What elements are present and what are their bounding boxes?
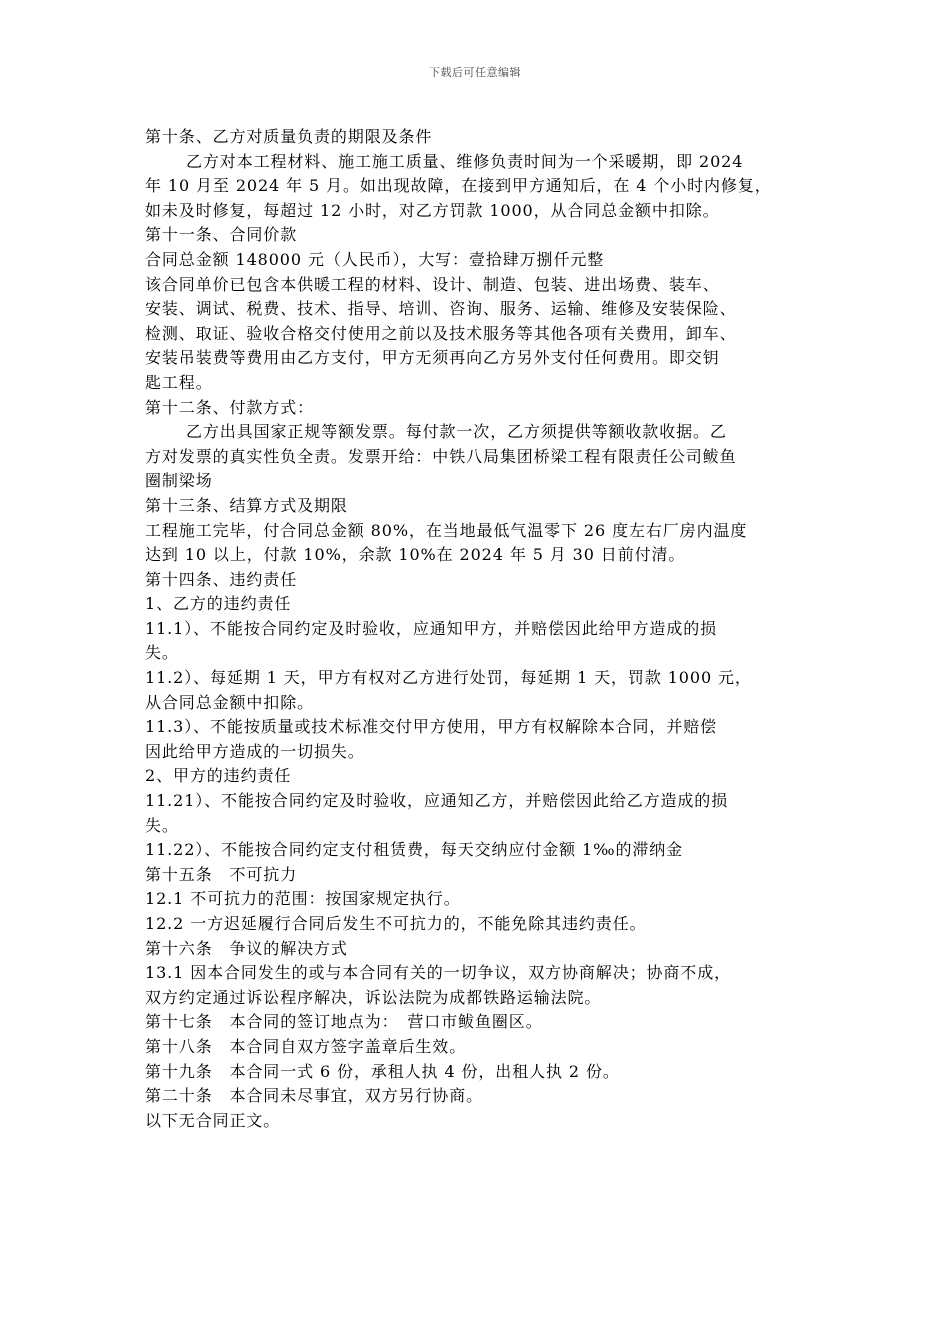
text-line: 安装、调试、税费、技术、指导、培训、咨询、服务、运输、维修及安装保险、 xyxy=(145,299,737,319)
text-line: 工程施工完毕，付合同总金额 80%，在当地最低气温零下 26 度左右厂房内温度 xyxy=(145,520,748,540)
text-line: 第十二条、付款方式： xyxy=(145,397,315,417)
text-line: 11.22）、不能按合同约定支付租赁费，每天交纳应付金额 1‰的滞纳金 xyxy=(145,840,684,860)
text-line: 检测、取证、验收合格交付使用之前以及技术服务等其他各项有关费用，卸车、 xyxy=(145,323,737,343)
text-line: 11.1）、不能按合同约定及时验收，应通知甲方，并赔偿因此给甲方造成的损 xyxy=(145,618,718,638)
text-line: 第十九条 本合同一式 6 份，承租人执 4 份，出租人执 2 份。 xyxy=(145,1061,620,1081)
text-line: 第二十条 本合同未尽事宜，双方另行协商。 xyxy=(145,1086,484,1106)
text-line: 13.1 因本合同发生的或与本合同有关的一切争议，双方协商解决；协商不成， xyxy=(145,963,732,983)
text-line: 乙方对本工程材料、施工施工质量、维修负责时间为一个采暖期，即 2024 xyxy=(186,151,744,171)
text-line: 第十六条 争议的解决方式 xyxy=(145,938,348,958)
text-line: 安装吊装费等费用由乙方支付，甲方无须再向乙方另外支付任何费用。即交钥 xyxy=(145,348,720,368)
text-line: 11.3）、不能按质量或技术标准交付甲方使用，甲方有权解除本合同，并赔偿 xyxy=(145,717,718,737)
text-line: 第十七条 本合同的签订地点为： 营口市鲅鱼圈区。 xyxy=(145,1012,543,1032)
header-note: 下载后可任意编辑 xyxy=(429,66,521,79)
text-line: 如未及时修复，每超过 12 小时，对乙方罚款 1000，从合同总金额中扣除。 xyxy=(145,200,720,220)
text-line: 乙方出具国家正规等额发票。每付款一次，乙方须提供等额收款收据。乙 xyxy=(186,422,727,442)
text-line: 失。 xyxy=(145,643,179,663)
text-line: 双方约定通过诉讼程序解决，诉讼法院为成都铁路运输法院。 xyxy=(145,987,602,1007)
text-line: 该合同单价已包含本供暖工程的材料、设计、制造、包装、进出场费、装车、 xyxy=(145,274,720,294)
text-line: 以下无合同正文。 xyxy=(145,1110,281,1130)
text-line: 因此给甲方造成的一切损失。 xyxy=(145,741,365,761)
text-line: 圈制梁场 xyxy=(145,471,213,491)
text-line: 第十五条 不可抗力 xyxy=(145,864,298,884)
document-body xyxy=(145,125,811,1133)
text-line: 年 10 月至 2024 年 5 月。如出现故障，在接到甲方通知后，在 4 个小时内修复， xyxy=(145,176,772,196)
text-line: 2、甲方的违约责任 xyxy=(145,766,292,786)
text-line: 失。 xyxy=(145,815,179,835)
text-line: 第十一条、合同价款 xyxy=(145,225,298,245)
text-line: 第十条、乙方对质量负责的期限及条件 xyxy=(145,127,433,146)
text-line: 第十三条、结算方式及期限 xyxy=(145,495,348,515)
text-line: 11.21）、不能按合同约定及时验收，应通知乙方，并赔偿因此给乙方造成的损 xyxy=(145,791,729,811)
text-line: 1、乙方的违约责任 xyxy=(145,594,292,614)
text-line: 匙工程。 xyxy=(145,372,213,392)
text-line: 合同总金额 148000 元（人民币），大写：壹拾肆万捌仟元整 xyxy=(145,249,605,269)
text-line: 从合同总金额中扣除。 xyxy=(145,692,315,712)
text-line: 第十八条 本合同自双方签字盖章后生效。 xyxy=(145,1036,467,1056)
text-line: 达到 10 以上，付款 10%，余款 10%在 2024 年 5 月 30 日前付清。 xyxy=(145,545,686,565)
text-line: 第十四条、违约责任 xyxy=(145,569,298,589)
text-line: 12.1 不可抗力的范围：按国家规定执行。 xyxy=(145,889,461,909)
text-line: 11.2）、每延期 1 天，甲方有权对乙方进行处罚，每延期 1 天，罚款 1000 元， xyxy=(145,668,752,688)
text-line: 12.2 一方迟延履行合同后发生不可抗力的，不能免除其违约责任。 xyxy=(145,914,647,933)
text-line: 方对发票的真实性负全责。发票开给：中铁八局集团桥梁工程有限责任公司鲅鱼 xyxy=(145,446,737,466)
